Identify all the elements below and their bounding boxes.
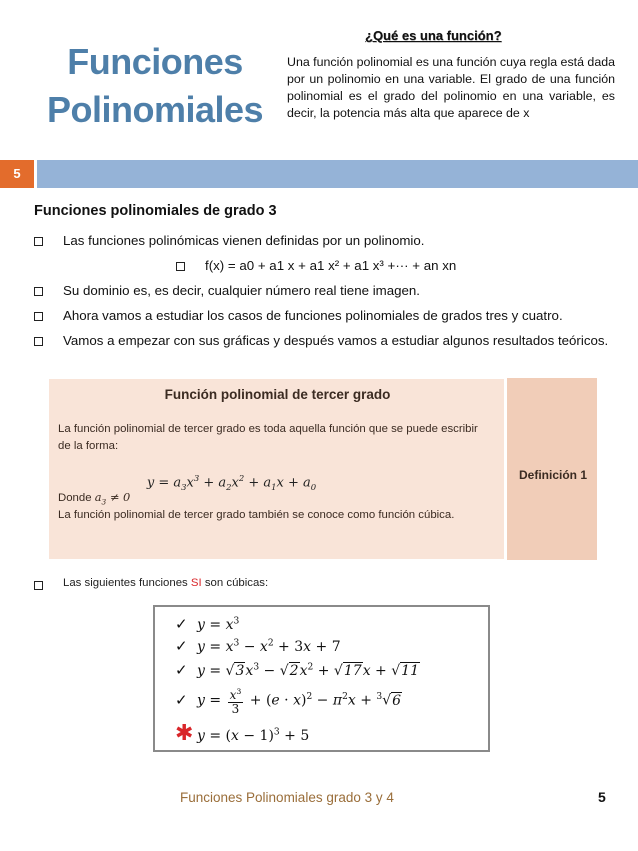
list-item: Las funciones polinómicas vienen definidas por un polinomio. bbox=[34, 232, 624, 252]
highlight-si: SI bbox=[190, 577, 202, 589]
check-icon: ✓ bbox=[175, 637, 188, 655]
title-line-2: Polinomiales bbox=[46, 89, 264, 130]
question-title: ¿Qué es una función? bbox=[365, 28, 502, 43]
cubic-general-formula: $y = a_3x^3 + a_2x^2 + a_1x + a_0$ bbox=[146, 473, 317, 492]
example-row: ✓ $y = √3x^3 - √2x^2 + √17x + √11$ bbox=[175, 661, 419, 679]
checkbox-bullet-icon bbox=[34, 337, 43, 346]
check-icon: ✓ bbox=[175, 690, 188, 709]
checkbox-bullet-icon bbox=[34, 581, 43, 590]
section-title: Funciones polinomiales de grado 3 bbox=[34, 203, 277, 219]
example-row: ✓ y = $\frac{x^3}{3}$ + $(e \cdot x)^2 - \pi^2x + ^3√6$ bbox=[175, 687, 402, 716]
list-item: Las siguientes funciones SI son cúbicas: bbox=[34, 577, 594, 595]
definition-label: Definición 1 bbox=[518, 468, 587, 482]
definition-text-2: La función polinomial de tercer grado también se conoce como función cúbica. bbox=[58, 509, 455, 521]
check-icon: ✓ bbox=[175, 615, 188, 633]
definition-condition: Donde $a_3 \ne 0$ bbox=[58, 490, 131, 507]
example-row: ✱ $y = (x - 1)^3 + 5$ bbox=[175, 721, 310, 746]
title-line-1: Funciones bbox=[67, 41, 243, 82]
footer-title: Funciones Polinomiales grado 3 y 4 bbox=[180, 790, 394, 805]
question-body: Una función polinomial es una función cuya regla está dada por un polinomio en una variable. El grado de una función polinomial es el grado del polinomio en una variable, es decir, la potencia más alta que aparece de x bbox=[287, 55, 615, 120]
definition-text-1: La función polinomial de tercer grado es toda aquella función que se puede escribir de la forma: bbox=[58, 423, 478, 452]
checkbox-bullet-icon bbox=[34, 312, 43, 321]
list-item: Vamos a empezar con sus gráficas y después vamos a estudiar algunos resultados teóricos. bbox=[34, 332, 618, 368]
example-row: ✓ $y = x^3 - x^2 + 3x + 7$ bbox=[175, 637, 341, 655]
definition-side-panel bbox=[505, 378, 597, 560]
definition-content bbox=[48, 378, 505, 560]
checkbox-bullet-icon bbox=[34, 237, 43, 246]
list-item: f(x) = a0 + a1 x + a1 x² + a1 x³ +··· + an xn bbox=[176, 257, 616, 277]
check-icon: ✓ bbox=[175, 661, 188, 679]
page-title bbox=[30, 38, 280, 134]
list-item: Ahora vamos a estudiar los casos de funciones polinomiales de grados tres y cuatro. bbox=[34, 307, 624, 327]
example-row: ✓ $y = x^3$ bbox=[175, 615, 240, 633]
definition-title: Función polinomial de tercer grado bbox=[164, 387, 391, 402]
red-asterisk-icon: ✱ bbox=[175, 721, 194, 746]
checkbox-bullet-icon bbox=[34, 287, 43, 296]
checkbox-bullet-icon bbox=[176, 262, 185, 271]
list-item: Su dominio es, es decir, cualquier número real tiene imagen. bbox=[34, 282, 624, 302]
page-number: 5 bbox=[598, 789, 606, 805]
section-number-badge: 5 bbox=[0, 160, 37, 188]
definition-box bbox=[48, 378, 597, 560]
section-band bbox=[0, 160, 638, 188]
cubic-examples-figure bbox=[153, 605, 490, 752]
